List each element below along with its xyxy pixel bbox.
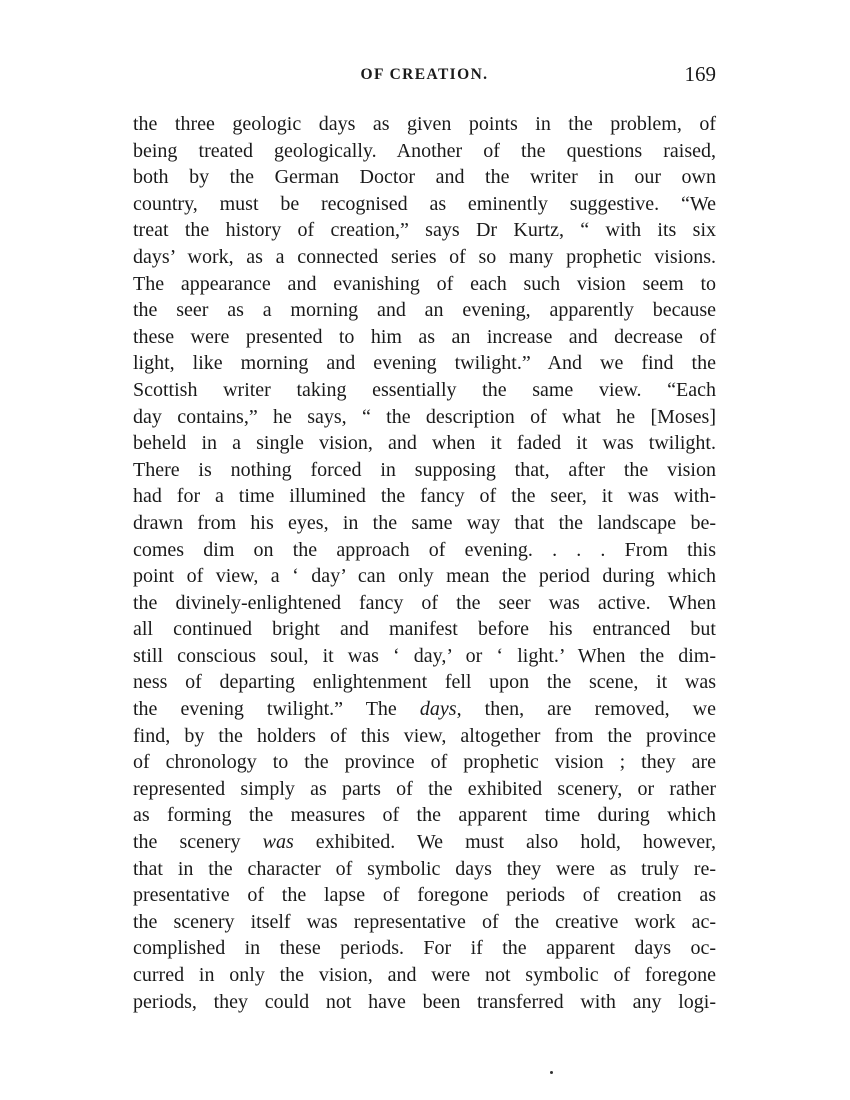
text-line [133, 776, 716, 803]
text-line [133, 989, 716, 1016]
text-segment: beheld in a single vision, and when it faded it was twilight. [133, 432, 716, 455]
text-line [133, 962, 716, 989]
running-head [133, 62, 716, 90]
text-segment: day contains,” he says, “ the description of what he [Moses] [133, 405, 716, 428]
italic-word: days [419, 698, 457, 721]
text-line [133, 377, 716, 404]
text-line [133, 217, 716, 244]
text-segment: had for a time illumined the fancy of the seer, it was with- [133, 485, 716, 508]
text-segment: curred in only the vision, and were not symbolic of foregone [133, 964, 716, 986]
text-segment: point of view, a ‘ day’ can only mean the period during which [133, 565, 716, 588]
text-line [133, 696, 716, 723]
text-segment: ness of departing enlightenment fell upon the scene, it was [133, 671, 716, 694]
text-segment: the scenery itself was representative of the creative work ac- [133, 910, 716, 933]
text-segment: these were presented to him as an increase and decrease of [133, 325, 716, 348]
text-line [133, 590, 716, 617]
text-line [133, 909, 716, 936]
page-number: 169 [684, 62, 716, 86]
text-segment: being treated geologically. Another of the questions raised, [133, 139, 716, 162]
text-line [133, 457, 716, 484]
text-line [133, 271, 716, 298]
text-line [133, 829, 716, 856]
text-line [133, 616, 716, 643]
text-segment: find, by the holders of this view, altogether from the province [133, 724, 716, 747]
text-segment: presentative of the lapse of foregone periods of creation as [133, 884, 716, 907]
text-line [133, 191, 716, 218]
text-segment: Scottish writer taking essentially the same view. “Each [133, 378, 716, 401]
text-line [133, 404, 716, 431]
text-line [133, 244, 716, 271]
text-segment: still conscious soul, it was ‘ day,’ or ‘ light.’ When the dim- [133, 644, 716, 667]
text-line [133, 111, 716, 138]
text-segment: all continued bright and manifest before his entranced but [133, 618, 716, 641]
text-line [133, 297, 716, 324]
text-line [133, 723, 716, 750]
text-segment: drawn from his eyes, in the same way that the landscape be- [133, 511, 716, 534]
text-segment: that in the character of symbolic days they were as truly re- [133, 857, 716, 880]
text-segment: There is nothing forced in supposing that, after the vision [133, 458, 716, 481]
text-line [133, 483, 716, 510]
text-line [133, 643, 716, 670]
text-segment: the evening twilight.” The [133, 698, 420, 721]
text-line [133, 935, 716, 962]
text-segment: country, must be recognised as eminently suggestive. “We [133, 192, 716, 215]
text-line [133, 749, 716, 776]
text-segment: the divinely-enlightened fancy of the seer was active. When [133, 591, 716, 614]
text-segment: treat the history of creation,” says Dr Kurtz, “ with its six [133, 219, 716, 242]
text-line [133, 563, 716, 590]
text-line [133, 430, 716, 457]
text-segment: represented simply as parts of the exhibited scenery, or rather [133, 777, 716, 800]
italic-word: was [262, 831, 294, 854]
text-line [133, 164, 716, 191]
text-line [133, 669, 716, 696]
text-segment: of chronology to the province of prophetic vision ; they are [133, 751, 716, 774]
text-line [133, 324, 716, 351]
text-segment: the seer as a morning and an evening, apparently because [133, 299, 716, 322]
text-line [133, 802, 716, 829]
text-segment: periods, they could not have been transferred with any logi- [133, 990, 716, 1013]
text-line [133, 510, 716, 537]
text-segment: the scenery [133, 831, 263, 854]
text-segment: The appearance and evanishing of each such vision seem to [133, 272, 716, 295]
running-title: OF CREATION. [360, 66, 489, 83]
print-speck [550, 1071, 553, 1074]
text-line [133, 882, 716, 909]
text-segment: as forming the measures of the apparent time during which [133, 804, 716, 827]
text-line [133, 138, 716, 165]
text-segment: comes dim on the approach of evening. . . . From this [133, 538, 716, 561]
text-line [133, 350, 716, 377]
text-line [133, 856, 716, 883]
text-segment: complished in these periods. For if the apparent days oc- [133, 937, 716, 960]
text-segment: days’ work, as a connected series of so many prophetic visions. [133, 245, 716, 268]
text-line [133, 537, 716, 564]
text-segment: , then, are removed, we [456, 698, 716, 721]
text-segment: both by the German Doctor and the writer in our own [133, 166, 716, 189]
body-text [133, 111, 716, 1015]
text-segment: light, like morning and evening twilight.” And we find the [133, 352, 716, 375]
text-segment: the three geologic days as given points in the problem, of [133, 113, 716, 135]
text-segment: exhibited. We must also hold, however, [293, 831, 716, 854]
